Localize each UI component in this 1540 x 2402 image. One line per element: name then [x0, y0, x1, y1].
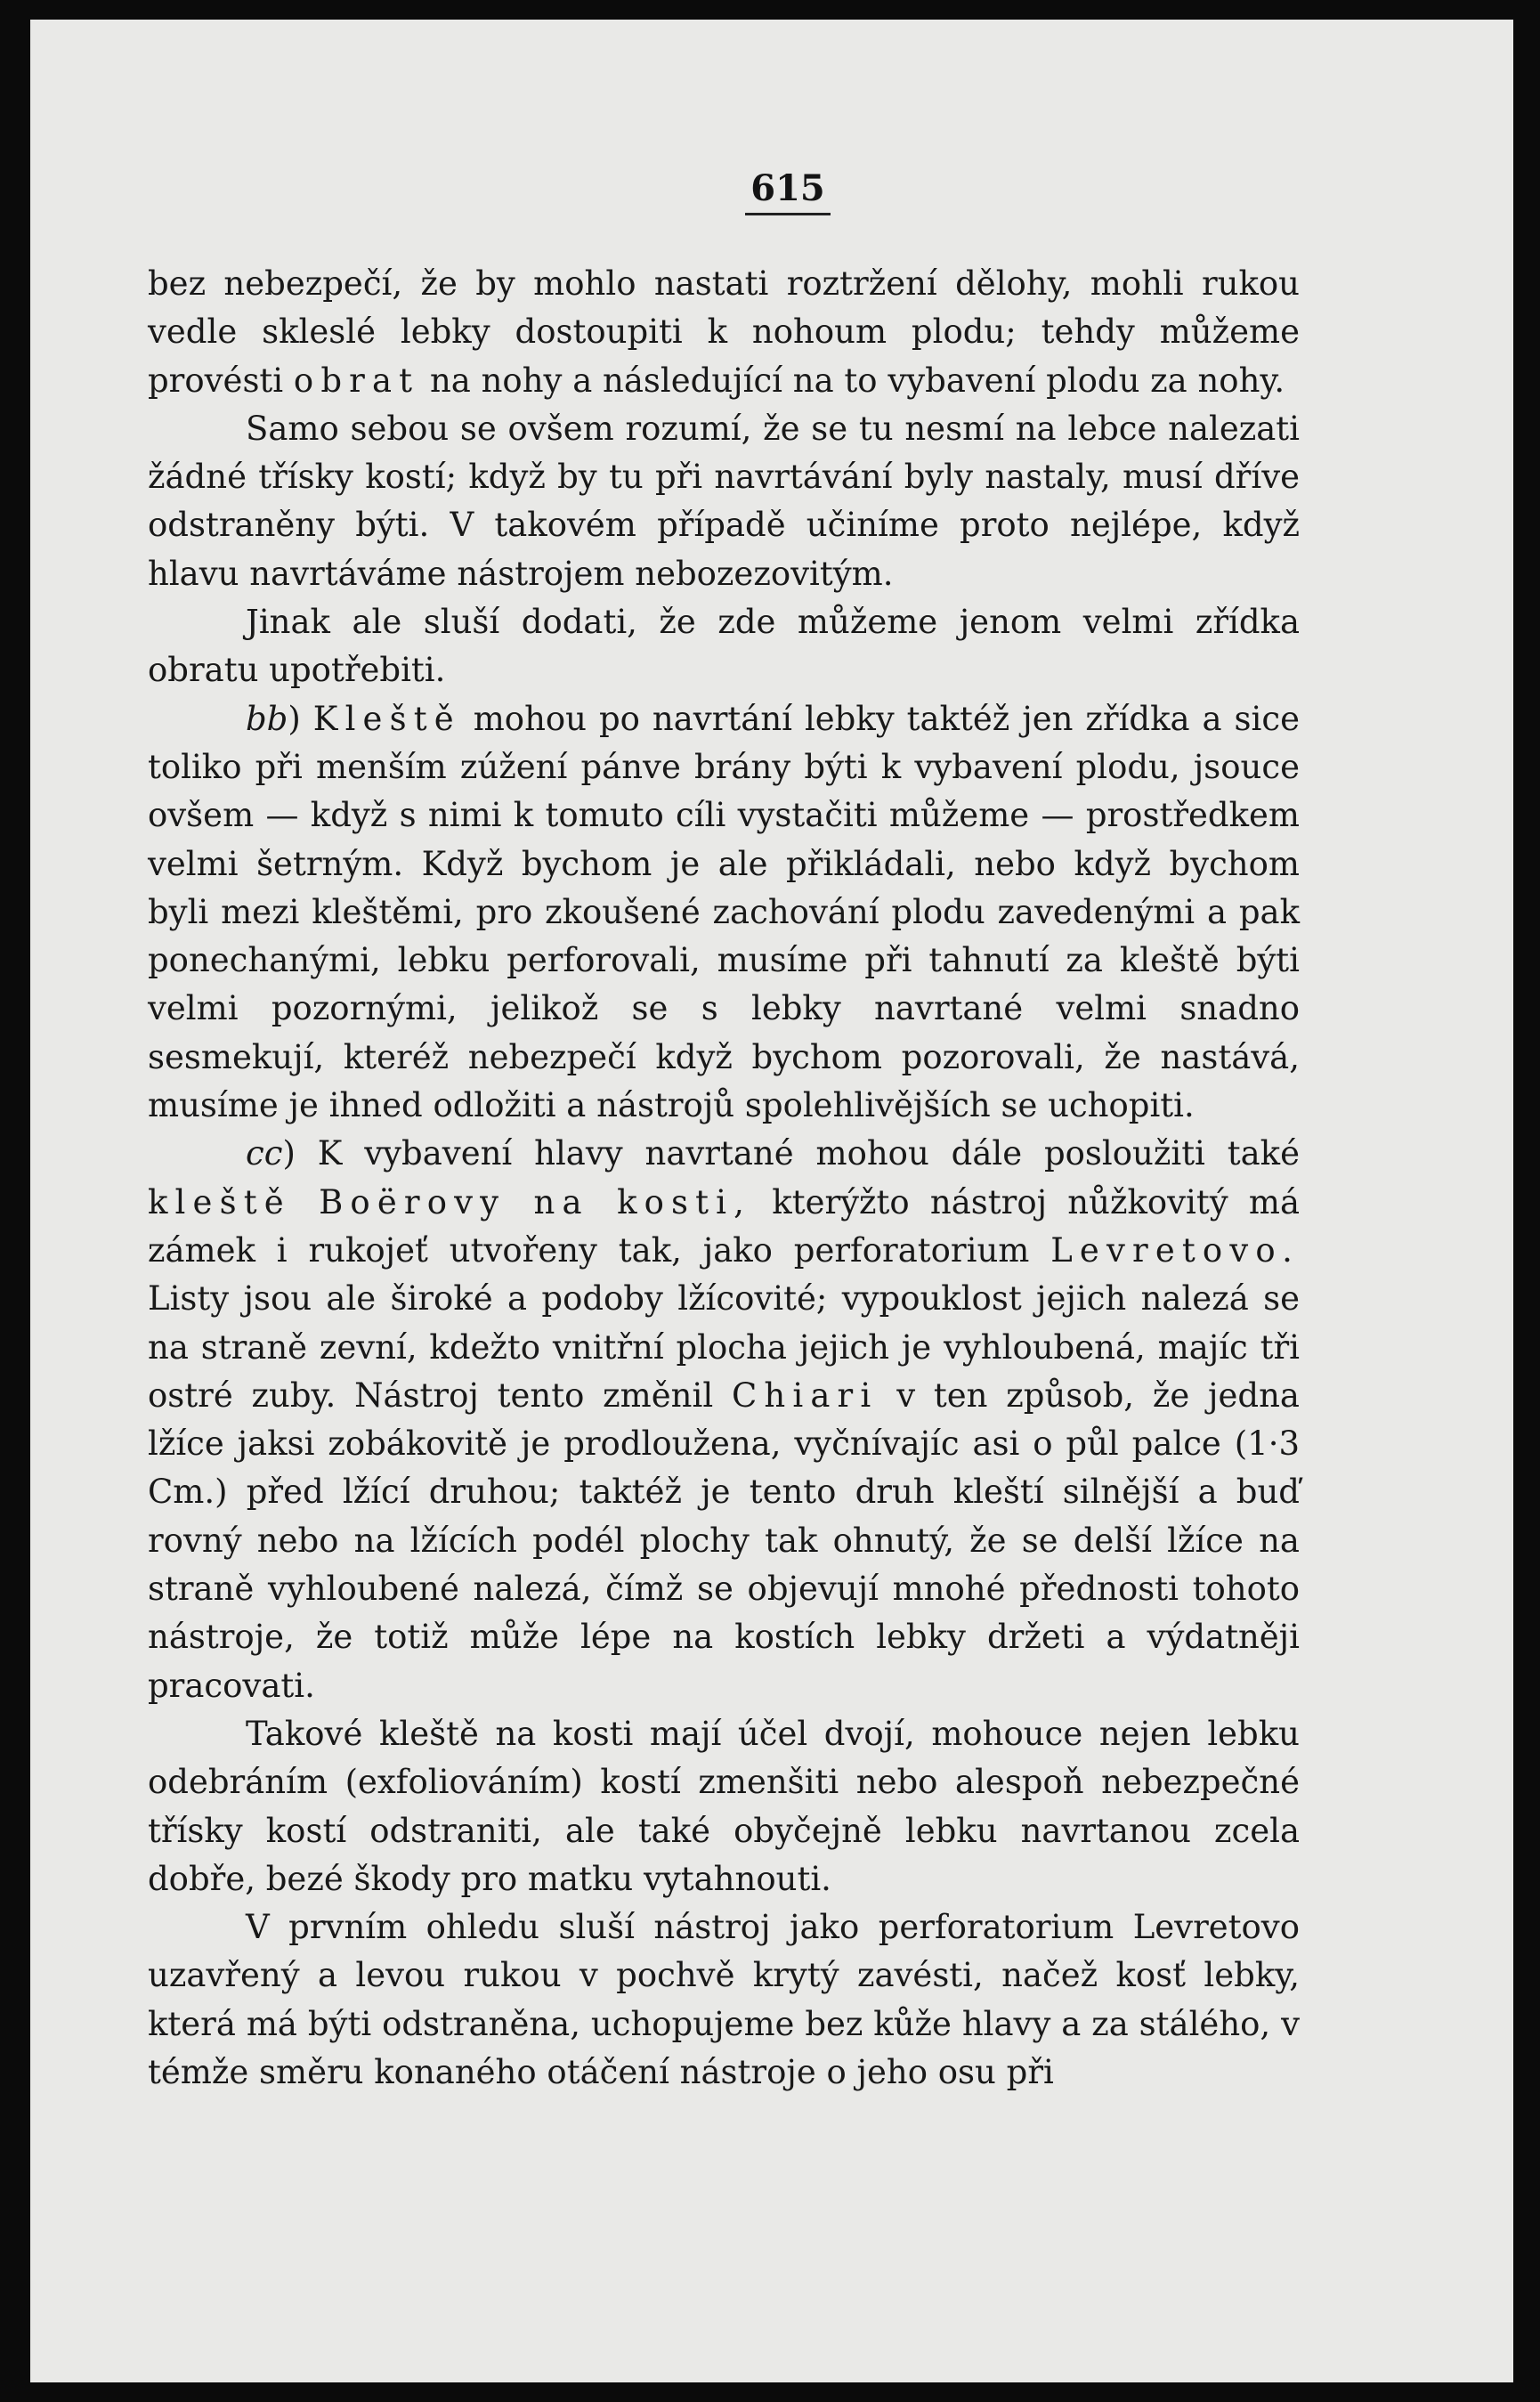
- page-number: [0, 167, 1540, 215]
- paragraph-4: bb) Kleště mohou po navrtání lebky taktéž jen zřídka a sice toliko při menším zúžení pánve brány býti k vybavení plodu, jsouce ovšem — když s nimi k tomuto cíli vystačiti můžeme — prostředkem velmi šetrným. Když bychom je ale přikládali, nebo když bychom byli mezi kleštěmi, pro zkoušené zachování plodu zavedenými a pak ponechanými, lebku perforovali, musíme při tahnutí za kleště býti velmi pozornými, jelikož se s lebky navrtané velmi snadno sesmekují, kteréž nebezpečí když bychom pozorovali, že nastává, musíme je ihned odložiti a nástrojů spolehlivějších se uchopiti.: [148, 699, 1300, 1125]
- body-text: [148, 260, 1300, 2097]
- paragraph-7: V prvním ohledu sluší nástroj jako perforatorium Levretovo uzavřený a levou rukou v pochvě krytý zavésti, načež kosť lebky, která má býti odstraněna, uchopujeme bez kůže hlavy a za stálého, v témže směru konaného otáčení nástroje o jeho osu při: [148, 1908, 1300, 2091]
- paragraph-6: Takové kleště na kosti mají účel dvojí, mohouce nejen lebku odebráním (exfoliováním) kostí zmenšiti nebo alespoň nebezpečné třísky kostí odstraniti, ale také obyčejně lebku navrtanou zcela dobře, bezé škody pro matku vytahnouti.: [148, 1714, 1300, 1898]
- paragraph-2: Samo sebou se ovšem rozumí, že se tu nesmí na lebce nalezati žádné třísky kostí; když by tu při navrtávání byly nastaly, musí dříve odstraněny býti. V takovém případě učiníme proto nejlépe, když hlavu navrtáváme nástrojem nebozezovitým.: [148, 409, 1300, 593]
- page-number-text: 615: [745, 167, 831, 215]
- paragraph-5: cc) K vybavení hlavy navrtané mohou dále posloužiti také kleště Boërovy na kosti, kterýžto nástroj nůžkovitý má zámek i rukojeť utvořeny tak, jako perforatorium Levretovo. Listy jsou ale široké a podoby lžícovité; vypouklost jejich nalezá se na straně zevní, kdežto vnitřní plocha jejich je vyhloubená, majíc tři ostré zuby. Nástroj tento změnil Chiari v ten způsob, že jedna lžíce jaksi zobákovitě je prodloužena, vyčnívajíc asi o půl palce (1·3 Cm.) před lžící druhou; taktéž je tento druh kleští silnější a buď rovný nebo na lžících podél plochy tak ohnutý, že se delší lžíce na straně vyhloubené nalezá, čímž se objevují mnohé přednosti tohoto nástroje, že totiž může lépe na kostích lebky držeti a výdatněji pracovati.: [148, 1134, 1300, 1705]
- paragraph-3: Jinak ale sluší dodati, že zde můžeme jenom velmi zřídka obratu upotřebiti.: [148, 603, 1300, 690]
- paragraph-1: bez nebezpečí, že by mohlo nastati roztržení dělohy, mohli rukou vedle skleslé lebky dostoupiti k nohoum plodu; tehdy můžeme provésti obrat na nohy a následující na to vybavení plodu za nohy.: [148, 264, 1300, 400]
